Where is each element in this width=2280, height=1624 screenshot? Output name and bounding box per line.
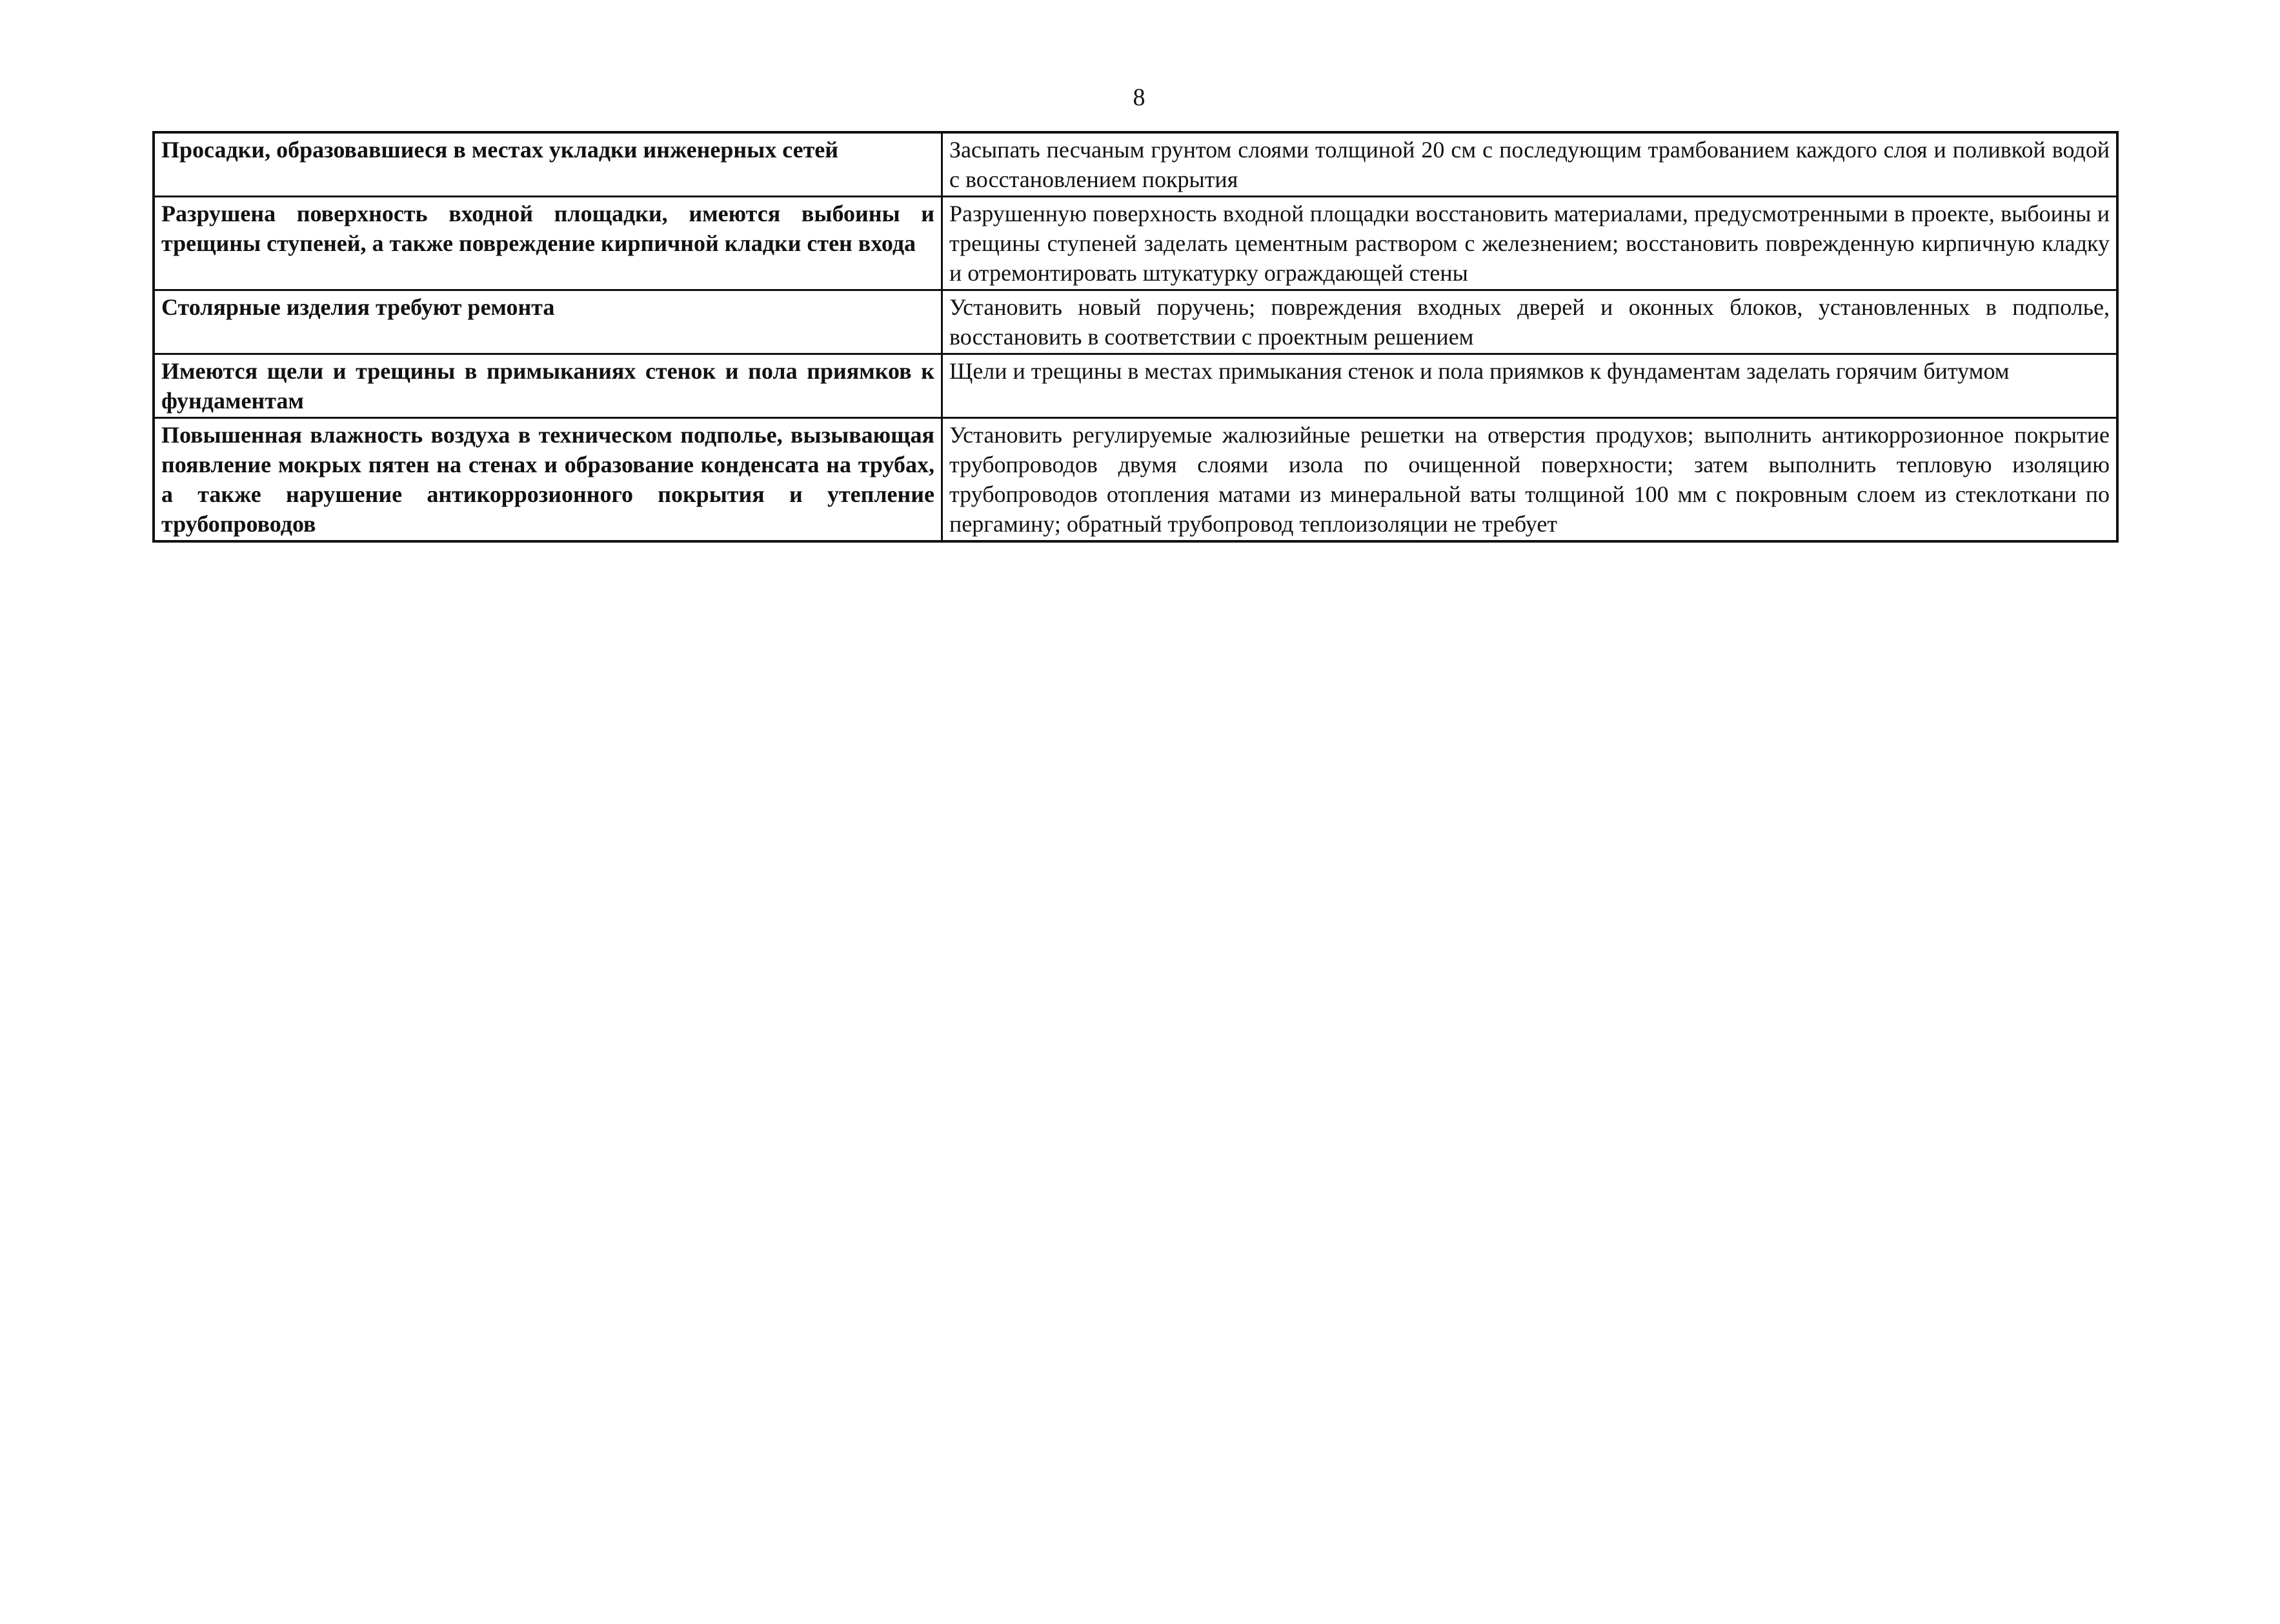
table-row xyxy=(154,290,2117,354)
defect-cell: Повышенная влажность воздуха в техническом подполье, вызывающая появление мокрых пятен на стенах и образование конденсата на трубах, а также нарушение антикоррозионного покрытия и утепление трубопроводов xyxy=(154,418,942,542)
table-row xyxy=(154,418,2117,542)
table-row xyxy=(154,197,2117,290)
page-number: 8 xyxy=(1133,84,1145,111)
remedy-cell: Установить новый поручень; повреждения входных дверей и оконных блоков, установленных в подполье, восстановить в соответствии с проектным решением xyxy=(942,290,2118,354)
table-row xyxy=(154,354,2117,418)
defect-cell: Имеются щели и трещины в примыканиях стенок и пола приямков к фундаментам xyxy=(154,354,942,418)
remedy-cell: Щели и трещины в местах примыкания стенок и пола приямков к фундаментам заделать горячим битумом xyxy=(942,354,2118,418)
defects-table xyxy=(152,131,2119,543)
defect-cell: Разрушена поверхность входной площадки, имеются выбоины и трещины ступеней, а также повреждение кирпичной кладки стен входа xyxy=(154,197,942,290)
table-row xyxy=(154,132,2117,197)
defect-cell: Столярные изделия требуют ремонта xyxy=(154,290,942,354)
remedy-cell: Засыпать песчаным грунтом слоями толщиной 20 см с последующим трамбованием каждого слоя и поливкой водой с восстановлением покрытия xyxy=(942,132,2118,197)
defect-cell: Просадки, образовавшиеся в местах укладки инженерных сетей xyxy=(154,132,942,197)
remedy-cell: Разрушенную поверхность входной площадки восстановить материалами, предусмотренными в проекте, выбоины и трещины ступеней заделать цементным раствором с железнением; восстановить поврежденную кирпичную кладку и отремонтировать штукатурку ограждающей стены xyxy=(942,197,2118,290)
remedy-cell: Установить регулируемые жалюзийные решетки на отверстия продухов; выполнить антикоррозионное покрытие трубопроводов двумя слоями изола по очищенной поверхности; затем выполнить тепловую изоляцию трубопроводов отопления матами из минеральной ваты толщиной 100 мм с покровным слоем из стеклоткани по пергамину; обратный трубопровод теплоизоляции не требует xyxy=(942,418,2118,542)
